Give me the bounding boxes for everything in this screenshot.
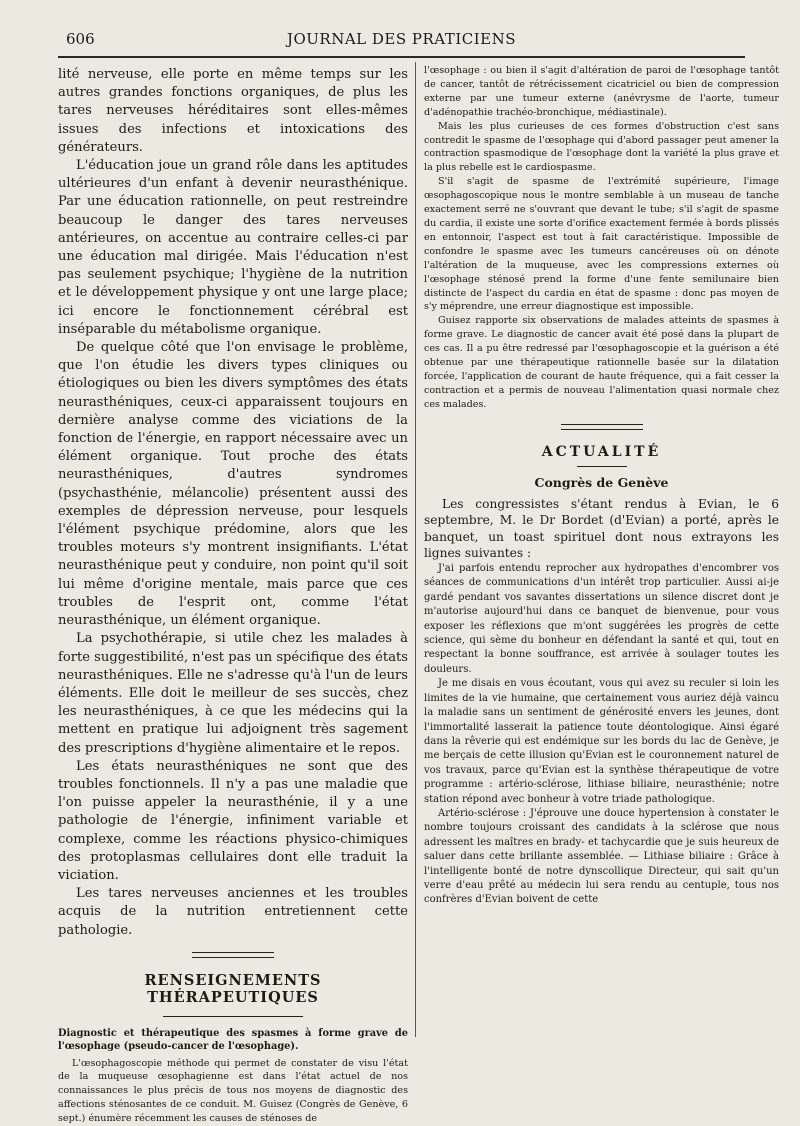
section-separator — [561, 424, 643, 430]
page-header — [58, 28, 745, 58]
intro-paragraph: Les congressistes s'étant rendus à Evian, le 6 septembre, M. le Dr Bordet (d'Evian) a porté, après le banquet, un toast spirituel dont nous extrayons les lignes suivantes : — [424, 496, 779, 561]
section-separator — [192, 952, 274, 958]
article-paragraph: S'il s'agit de spasme de l'extrémité supérieure, l'image œsophagoscopique nous le montre semblable à un museau de tanche exactement serré ne s'ouvrant que devant le tube; s'il s'agit de spasme du cardia, il existe une sorte d'orifice exactement fermée à bords plissés en entonnoir, l'aspect est tout à fait caractéristique. Impossible de confondre le spasme avec les tumeurs cancéreuses où on dénote l'altération de la muqueuse, avec les compressions externes où l'œsophage sténosé prend la forme d'une fente semilunaire bien distincte de l'aspect du cardia en état de spasme : donc pas moyen de s'y méprendre, une erreur diagnostique est impossible. — [424, 176, 779, 313]
congress-title: Congrès de Genève — [534, 474, 669, 490]
esophagus-article-continued — [424, 64, 779, 412]
article-paragraph: Mais les plus curieuses de ces formes d'obstruction c'est sans contredit le spasme de l'œsophage qui d'abord passager peut amener la contraction spasmodique de l'œsophage dont la variété la plus grave et la plus rebelle est le cardiospasme. — [424, 120, 779, 174]
quote-paragraph: Je me disais en vous écoutant, vous qui avez su reculer si loin les limites de la vie humaine, que certainement vous auriez déjà vaincu la maladie sans un sentiment de générosité envers les jeunes, dont l'immortalité lasserait la patience toute déontologique. Ainsi égaré dans la rêverie qui est endémique sur les bords du lac de Genève, je me berçais de cette illusion qu'Evian est le couronnement naturel de vos travaux, parce qu'Evian est la synthèse thérapeutique de votre programme : artério-sclérose, lithiase biliaire, neurasthénie; notre station répond avec bonheur à votre triade pathologique. — [424, 678, 779, 805]
esophagus-article — [58, 1027, 408, 1126]
article-paragraph: l'œsophage : ou bien il s'agit d'altération de paroi de l'œsophage tantôt de cancer, tantôt de rétrécissement cicatriciel ou bien de compression externe par une tumeur externe (anévrysme de l'aorte, tumeur d'adénopathie trachéo-bronchique, médiastinale). — [424, 65, 779, 118]
title-underline — [577, 466, 627, 467]
body-paragraph: Les tares nerveuses anciennes et les troubles acquis de la nutrition entretiennent cette pathologie. — [58, 886, 408, 938]
body-paragraph: La psychothérapie, si utile chez les malades à forte suggestibilité, n'est pas un spécifique des états neurasthéniques. Elle ne s'adresse qu'à l'un de leurs éléments. Elle doit le meilleur de ses succès, chez les neurasthéniques, à ce que les médecins qui la mettent en pratique lui adjoignent très sagement des prescriptions d'hygiène alimentaire et le repos. — [58, 631, 408, 756]
toast-quote — [424, 562, 779, 908]
section-title-renseignements: RENSEIGNEMENTS THÉRAPEUTIQUES — [144, 971, 322, 1006]
quote-paragraph: Artério-sclérose : J'éprouve une douce hypertension à constater le nombre toujours croissant des candidats à la sclérose que nous adressent les maîtres en brady- et tachycardie que je suis heureux de saluer dans cette brillante assemblée. — Lithiase biliaire : Grâce à l'intelligente bonté de notre dynscollique Directeur, qui sait qu'un verre d'eau prêté au médecin lui sera rendu au centuple, tous nos confrères d'Evian boivent de cette — [424, 807, 779, 906]
section-title-actualite: ACTUALITÉ — [541, 443, 662, 460]
quote-paragraph: J'ai parfois entendu reprocher aux hydropathes d'encombrer vos séances de communications d'un intérêt trop particulier. Aussi ai-je gardé pendant vos savantes dissertations un silence discret dont je m'autorise aujourd'hui dans ce banquet de bienvenue, pour vous exposer les réflexions que m'ont suggérées les progrès de cette science, qui sème du bonheur en défendant la santé et qui, tout en respectant la bonne souffrance, est arrivée à soulager toutes les douleurs. — [424, 563, 779, 675]
right-column — [424, 64, 779, 908]
journal-title: JOURNAL DES PRATICIENS — [286, 30, 517, 48]
body-paragraph: Les états neurasthéniques ne sont que des troubles fonctionnels. Il n'y a pas une maladie que l'on puisse appeler la neurasthénie, il y a une pathologie de l'énergie, infiniment variable et complexe, comme les réactions physico-chimiques des protoplasmas cellulaires dont elle traduit la viciation. — [58, 758, 408, 883]
left-column — [58, 66, 408, 1126]
article-paragraph: Guisez rapporte six observations de malades atteints de spasmes à forme grave. Le diagnostic de cancer avait été posé dans la plupart de ces cas. Il a pu être redressé par l'œsophagoscopie et la guérison a été obtenue par une thérapeutique rationnelle basée sur la dilatation forcée, l'application de courant de haute fréquence, qui a fait cesser la contraction et a permis de nouveau l'alimentation quasi normale chez ces malades. — [424, 315, 779, 410]
neurasthenia-article — [58, 66, 408, 940]
column-divider — [415, 62, 416, 1037]
page-number: 606 — [66, 30, 95, 48]
body-paragraph: De quelque côté que l'on envisage le problème, que l'on étudie les divers types cliniques ou étiologiques ou bien les divers symptômes des états neurasthéniques, ceux-ci apparaissent toujours en dernière analyse comme des viciations de la fonction de l'énergie, en rapport nécessaire avec un élément organique. Tout proche des états neurasthéniques, d'autres syndromes (psychasthénie, mélancolie) présentent aussi des exemples de dépression nerveuse, pour lesquels l'élément psychique prédomine, alors que les troubles moteurs s'y montrent insignifiants. L'état neurasthénique peut y conduire, non point qu'il soit lui même d'origine mentale, mais parce que ces troubles de l'esprit ont, comme l'état neurasthénique, un élément organique. — [58, 340, 408, 629]
title-underline — [163, 1016, 303, 1017]
article-heading: Diagnostic et thérapeutique des spasmes à forme grave de l'œsophage (pseudo-cancer de l'œsophage). — [58, 1027, 408, 1053]
body-paragraph: lité nerveuse, elle porte en même temps sur les autres grandes fonctions organiques, de plus les tares nerveuses héréditaires sont elles-mêmes issues des infections et intoxications des générateurs. — [58, 67, 408, 155]
body-paragraph: L'éducation joue un grand rôle dans les aptitudes ultérieures d'un enfant à devenir neurasthénique. Par une éducation rationnelle, on peut restreindre beaucoup le danger des tares nerveuses antérieures, on accentue au contraire celles-ci par une éducation mal dirigée. Mais l'éducation n'est pas seulement psychique; l'hygiène de la nutrition et le développement physique y ont une large place; ici encore le fonctionnement cérébral est inséparable du métabolisme organique. — [58, 158, 408, 337]
congress-intro — [424, 496, 779, 562]
article-paragraph: L'œsophagoscopie méthode qui permet de constater de visu l'état de la muqueuse œsophagienne est dans l'état actuel de nos connaissances le plus précis de tous nos moyens de diagnostic des affections sténosantes de ce conduit. M. Guisez (Congrès de Genève, 6 sept.) énumère récemment les causes de sténoses de — [58, 1057, 408, 1125]
